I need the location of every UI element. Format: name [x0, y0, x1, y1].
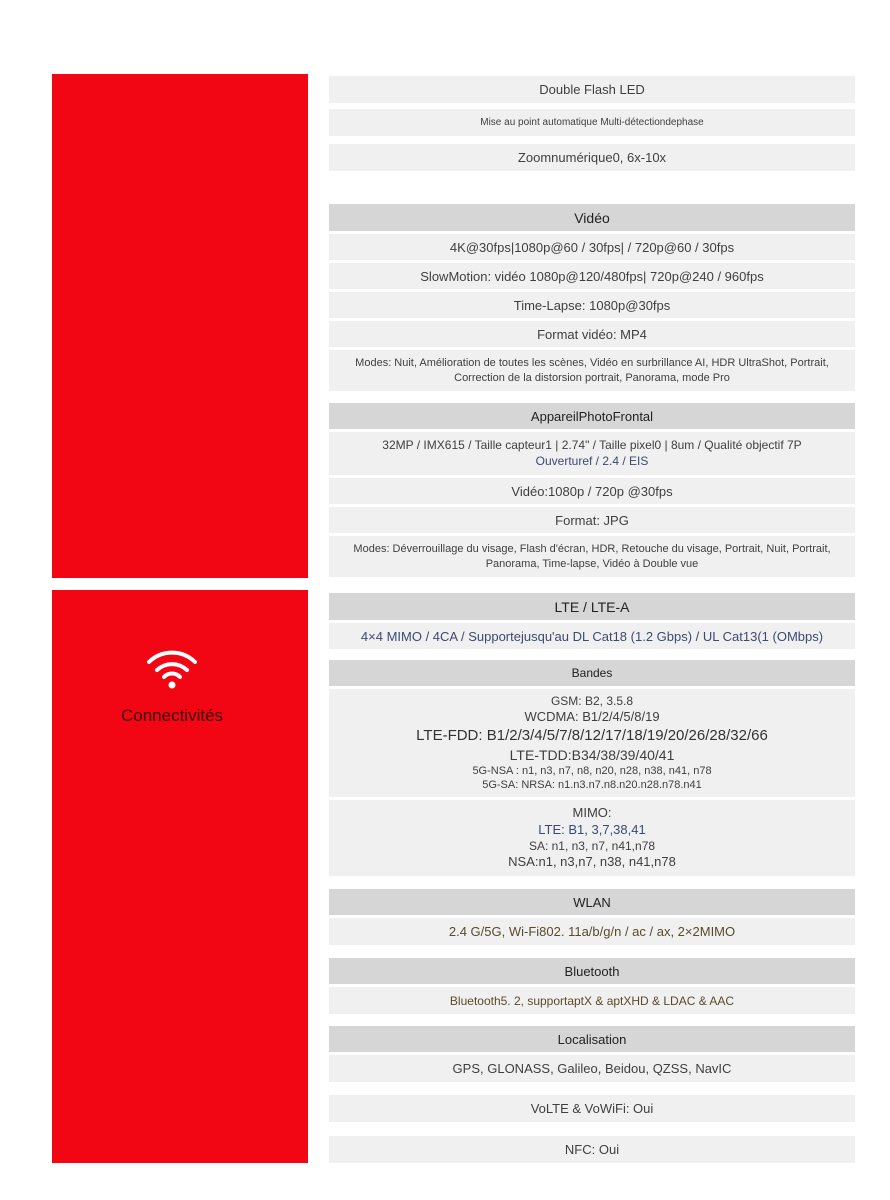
- video-format-text: Format vidéo: MP4: [537, 326, 647, 342]
- mimo-nsa: NSA:n1, n3,n7, n38, n41,n78: [508, 854, 676, 870]
- connectivity-section-panel: [52, 590, 308, 1163]
- bands-list-row: [329, 689, 855, 797]
- zoom-text: Zoomnumérique0, 6x-10x: [517, 150, 667, 165]
- lte-header: [329, 593, 855, 620]
- location-header-text: Localisation: [557, 1031, 627, 1047]
- nfc-row: [329, 1136, 855, 1163]
- front-camera-video-text: Vidéo:1080p / 720p @30fps: [511, 483, 673, 499]
- bands-lte-fdd: LTE-FDD: B1/2/3/4/5/7/8/12/17/18/19/20/26/28/32/66: [416, 727, 768, 745]
- video-header: [329, 204, 855, 231]
- front-camera-format-row: [329, 507, 855, 533]
- bluetooth-header: [329, 958, 855, 984]
- video-header-text: Vidéo: [574, 209, 610, 226]
- front-camera-modes-row: [329, 536, 855, 577]
- bands-wcdma: WCDMA: B1/2/4/5/8/19: [524, 709, 660, 725]
- video-modes-line-1: Modes: Nuit, Amélioration de toutes les scènes, Vidéo en surbrillance AI, HDR UltraShot, Portrait,: [355, 357, 829, 370]
- wifi-icon: [146, 646, 198, 690]
- front-camera-header: [329, 403, 855, 429]
- mimo-lte: LTE: B1, 3,7,38,41: [538, 821, 646, 837]
- video-modes-line-2: Correction de la distorsion portrait, Panorama, mode Pro: [454, 371, 730, 384]
- video-timelapse-text: Time-Lapse: 1080p@30fps: [513, 297, 671, 313]
- video-modes-row: [329, 350, 855, 391]
- autofocus-text: Mise au point automatique Multi-détectiondephase: [480, 117, 704, 128]
- volte-text: VoLTE & VoWiFi: Oui: [530, 1101, 654, 1116]
- mimo-label: MIMO:: [572, 804, 612, 820]
- flash-text: Double Flash LED: [539, 82, 645, 97]
- bands-5g-nsa: 5G-NSA : n1, n3, n7, n8, n20, n28, n38, n41, n78: [472, 764, 712, 777]
- video-timelapse-row: [329, 292, 855, 318]
- front-camera-sensor-row: [329, 432, 855, 475]
- wlan-header-text: WLAN: [573, 894, 611, 910]
- video-resolution-row: [329, 234, 855, 260]
- front-camera-sensor-line-2: Ouverturef / 2.4 / EIS: [535, 453, 649, 468]
- connectivity-label: Connectivités: [120, 706, 224, 725]
- bands-5g-sa: 5G-SA: NRSA: n1.n3.n7.n8.n20.n28.n78.n41: [482, 779, 702, 792]
- bands-lte-tdd: LTE-TDD:B34/38/39/40/41: [509, 746, 675, 763]
- front-camera-format-text: Format: JPG: [555, 512, 629, 528]
- wlan-row: [329, 918, 855, 945]
- nfc-text: NFC: Oui: [564, 1142, 620, 1157]
- video-slowmo-row: [329, 263, 855, 289]
- bands-header: [329, 660, 855, 686]
- bluetooth-text: Bluetooth5. 2, supportaptX & aptXHD & LDAC & AAC: [449, 993, 735, 1008]
- bands-mimo-row: [329, 800, 855, 876]
- camera-section-panel: [52, 74, 308, 578]
- lte-header-text: LTE / LTE-A: [554, 598, 630, 615]
- front-camera-header-text: AppareilPhotoFrontal: [530, 408, 654, 424]
- video-resolution-text: 4K@30fps|1080p@60 / 30fps| / 720p@60 / 30fps: [449, 239, 735, 255]
- location-header: [329, 1026, 855, 1052]
- video-format-row: [329, 321, 855, 347]
- lte-text: 4×4 MIMO / 4CA / Supportejusqu'au DL Cat18 (1.2 Gbps) / UL Cat13(1 (OMbps): [360, 628, 824, 644]
- bluetooth-row: [329, 987, 855, 1014]
- zoom-row: [329, 144, 855, 171]
- mimo-sa: SA: n1, n3, n7, n41,n78: [528, 838, 656, 853]
- wlan-text: 2.4 G/5G, Wi-Fi802. 11a/b/g/n / ac / ax, 2×2MIMO: [448, 924, 736, 939]
- front-camera-modes-line-1: Modes: Déverrouillage du visage, Flash d'écran, HDR, Retouche du visage, Portrait, Nuit, Portrait,: [353, 543, 831, 556]
- front-camera-modes-line-2: Panorama, Time-lapse, Vidéo à Double vue: [485, 557, 699, 570]
- bluetooth-header-text: Bluetooth: [564, 963, 620, 979]
- bands-header-text: Bandes: [571, 666, 613, 680]
- wlan-header: [329, 889, 855, 915]
- front-camera-sensor-line-1: 32MP / IMX615 / Taille capteur1 | 2.74" / Taille pixel0 | 8um / Qualité objectif 7P: [382, 437, 802, 452]
- bands-gsm: GSM: B2, 3.5.8: [550, 693, 634, 708]
- location-row: [329, 1055, 855, 1082]
- location-text: GPS, GLONASS, Galileo, Beidou, QZSS, NavIC: [452, 1061, 732, 1076]
- lte-row: [329, 623, 855, 649]
- flash-row: [329, 76, 855, 103]
- front-camera-video-row: [329, 478, 855, 504]
- autofocus-row: [329, 109, 855, 136]
- volte-row: [329, 1095, 855, 1122]
- video-slowmo-text: SlowMotion: vidéo 1080p@120/480fps| 720p@240 / 960fps: [420, 268, 764, 284]
